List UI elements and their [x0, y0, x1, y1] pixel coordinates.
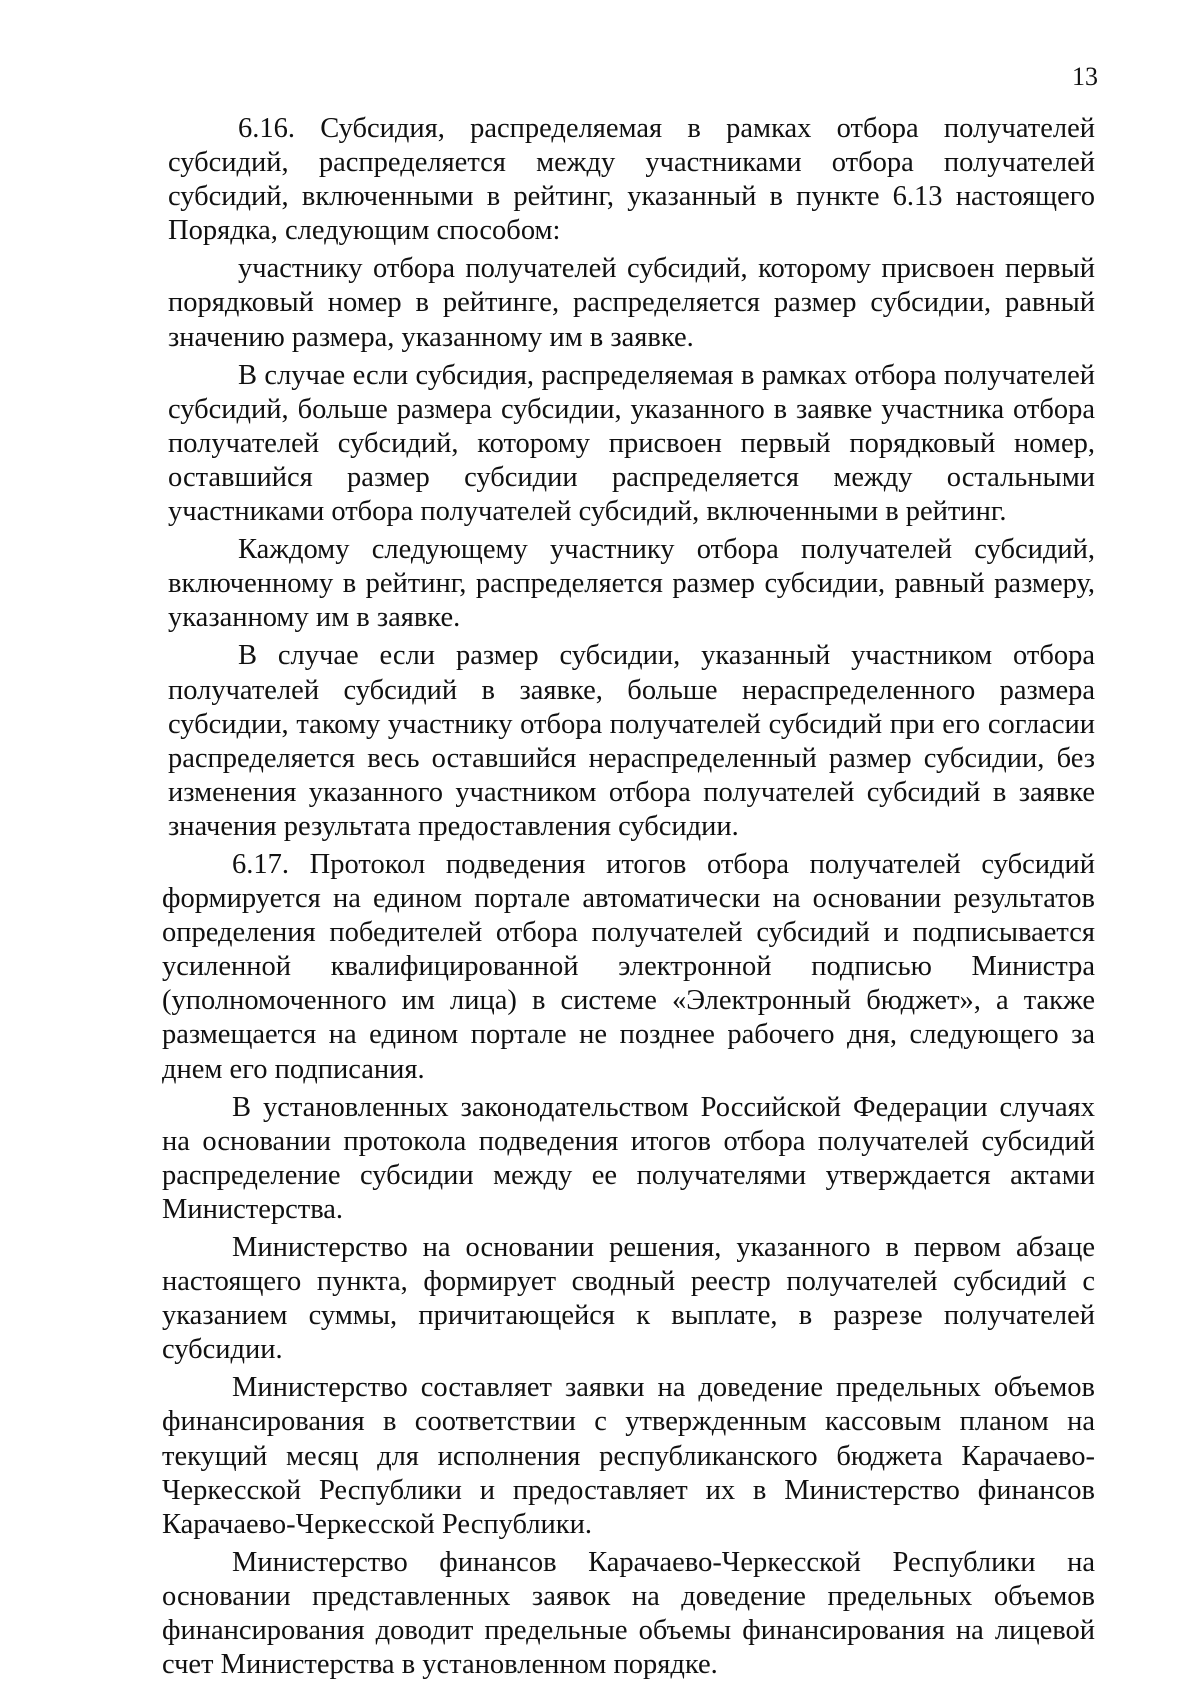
paragraph-first-participant: участнику отбора получателей субсидий, которому присвоен первый порядковый номер в рейтинге, распределяется размер субсидии, равный значению размера, указанному им в заявке.	[168, 253, 1095, 353]
paragraph-legislation-cases: В установленных законодательством Российской Федерации случаях на основании протокола подведения итогов отбора получателей субсидий распределение субсидии между ее получателями утверждается актами Министерства.	[162, 1091, 1095, 1225]
page-number: 13	[1072, 62, 1098, 91]
paragraph-undistributed-subsidy: В случае если размер субсидии, указанный участником отбора получателей субсидий в заявке, больше нераспределенного размера субсидии, такому участнику отбора получателей субсидий при его согласии распределяется весь оставшийся нераспределенный размер субсидии, без изменения указанного участником отбора получателей субсидий в заявке значения результата предоставления субсидии.	[168, 640, 1095, 842]
paragraph-finance-ministry: Министерство финансов Карачаево-Черкесской Республики на основании представленных заявок на доведение предельных объемов финансирования доводит предельные объемы финансирования на лицевой счет Министерства в установленном порядке.	[162, 1546, 1095, 1681]
paragraph-remaining-subsidy: В случае если субсидия, распределяемая в рамках отбора получателей субсидий, больше размера субсидии, указанного в заявке участника отбора получателей субсидий, которому присвоен первый порядковый номер, оставшийся размер субсидии распределяется между остальными участниками отбора получателей субсидий, включенными в рейтинг.	[168, 359, 1095, 528]
paragraph-funding-requests: Министерство составляет заявки на доведение предельных объемов финансирования в соответствии с утвержденным кассовым планом на текущий месяц для исполнения республиканского бюджета Карачаево-Черкесской Республики и предоставляет их в Министерство финансов Карачаево-Черкесской Республики.	[162, 1372, 1095, 1540]
paragraph-consolidated-register: Министерство на основании решения, указанного в первом абзаце настоящего пункта, формирует сводный реестр получателей субсидий с указанием суммы, причитающейся к выплате, в разрезе получателей субсидии.	[162, 1232, 1095, 1366]
paragraph-each-next-participant: Каждому следующему участнику отбора получателей субсидий, включенному в рейтинг, распределяется размер субсидии, равный размеру, указанному им в заявке.	[168, 534, 1095, 634]
paragraph-6-16: 6.16. Субсидия, распределяемая в рамках отбора получателей субсидий, распределяется между участниками отбора получателей субсидий, включенными в рейтинг, указанный в пункте 6.13 настоящего Порядка, следующим способом:	[168, 113, 1095, 247]
paragraph-6-17: 6.17. Протокол подведения итогов отбора получателей субсидий формируется на едином портале автоматически на основании результатов определения победителей отбора получателей субсидий и подписывается усиленной квалифицированной электронной подписью Министра (уполномоченного им лица) в системе «Электронный бюджет», а также размещается на едином портале не позднее рабочего дня, следующего за днем его подписания.	[162, 848, 1095, 1085]
document-body	[162, 112, 1095, 1682]
